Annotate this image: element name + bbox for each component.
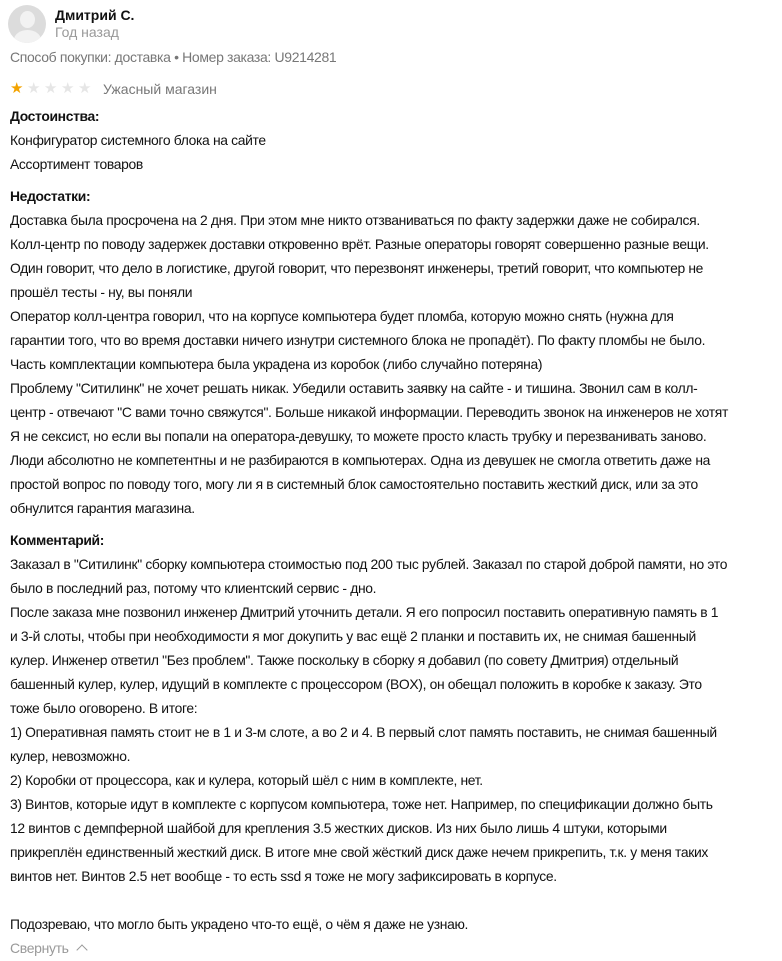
spacer: [10, 176, 782, 184]
chevron-up-icon: [76, 944, 87, 955]
cons-section: [10, 208, 782, 520]
cons-line: Часть комплектации компьютера была украдена из коробок (либо случайно потеряна): [10, 356, 543, 372]
spacer: [10, 520, 782, 528]
star-empty-icon: ★: [78, 80, 92, 97]
comment-line: 12 винтов с демпферной шайбой для крепления 3.5 жестких дисков. Из них было лишь 4 штуки, которыми: [10, 820, 667, 836]
collapse-label[interactable]: Свернуть: [10, 940, 69, 956]
comment-line: 2) Коробки от процессора, как и кулера, который шёл с ним в комплекте, нет.: [10, 772, 483, 788]
comment-line: было в последний раз, потому что клиентский сервис - дно.: [10, 580, 377, 596]
comment-final-line: Подозреваю, что могло быть украдено что-то ещё, о чём я даже не узнаю.: [10, 916, 469, 932]
cons-line: Колл-центр по поводу задержек доставки откровенно врёт. Разные операторы говорят совершенно разные вещи.: [10, 236, 709, 252]
author-name[interactable]: Дмитрий С.: [55, 7, 135, 23]
cons-line: центр - отвечают "С вами точно свяжутся". Больше никакой информации. Переводить звонок на инженеров не хотят: [10, 404, 728, 420]
comment-line: кулер, невозможно.: [10, 748, 131, 764]
avatar-body-shape: [14, 30, 41, 43]
rating-label: Ужасный магазин: [103, 81, 217, 97]
pros-line: Конфигуратор системного блока на сайте: [10, 132, 266, 148]
cons-title: Недостатки:: [10, 188, 91, 204]
comment-line: башенный кулер, кулер, идущий в комплекте с процессором (BOX), он обещал положить в коробке к заказу. Это: [10, 676, 702, 692]
comment-line: Заказал в "Ситилинк" сборку компьютера стоимостью под 200 тыс рублей. Заказал по старой доброй памяти, но это: [10, 556, 728, 572]
cons-line: Доставка была просрочена на 2 дня. При этом мне никто отзваниваться по факту задержки даже не собирался.: [10, 212, 700, 228]
collapse-button[interactable]: [10, 936, 782, 960]
comment-title: Комментарий:: [10, 532, 105, 548]
comment-line: тоже было оговорено. В итоге:: [10, 700, 198, 716]
rating: [10, 81, 217, 97]
comment-line: После заказа мне позвонил инженер Дмитрий уточнить детали. Я его попросил поставить оперативную память в 1: [10, 604, 719, 620]
pros-title: Достоинства:: [10, 108, 100, 124]
comment-line: 1) Оперативная память стоит не в 1 и 3-м слоте, а во 2 и 4. В первый слот память поставить, не снимая башенный: [10, 724, 717, 740]
spacer: [10, 888, 782, 912]
comment-line: 3) Винтов, которые идут в комплекте с корпусом компьютера, тоже нет. Например, по спецификации должно быть: [10, 796, 713, 812]
review-header: [8, 5, 46, 45]
review-time: Год назад: [55, 24, 119, 40]
avatar[interactable]: [8, 5, 46, 43]
avatar-head-shape: [20, 11, 35, 28]
star-filled-icon: ★: [10, 80, 24, 97]
pros-line: Ассортимент товаров: [10, 156, 143, 172]
cons-line: Люди абсолютно не компетентны и не разбираются в компьютерах. Одна из девушек не смогла ответить даже на: [10, 452, 711, 468]
star-empty-icon: ★: [61, 80, 75, 97]
cons-line: обнулится гарантия магазина.: [10, 500, 195, 516]
comment-line: прикреплён единственный жесткий диск. В итоге мне свой жёсткий диск даже нечем прикрепить, т.к. у меня таких: [10, 844, 708, 860]
cons-line: простой вопрос по поводу того, могу ли я в системный блок самостоятельно поставить жесткий диск, или за это: [10, 476, 698, 492]
star-empty-icon: ★: [27, 80, 41, 97]
cons-line: Оператор колл-центра говорил, что на корпусе компьютера будет пломба, которую можно снять (нужна для: [10, 308, 674, 324]
pros-section: [10, 128, 782, 176]
purchase-meta: Способ покупки: доставка • Номер заказа: U9214281: [10, 49, 337, 65]
cons-line: Проблему "Ситилинк" не хочет решать никак. Убедили оставить заявку на сайте - и тишина. Звонил сам в колл-: [10, 380, 698, 396]
cons-line: прошёл тесты - ну, вы поняли: [10, 284, 193, 300]
cons-line: гарантии того, что во время доставки ничего изнутри системного блока не пропадёт). По факту пломбы не было.: [10, 332, 706, 348]
comment-line: кулер. Инженер ответил "Без проблем". Также поскольку в сборку я добавил (по совету Дмитрия) отдельный: [10, 652, 679, 668]
cons-line: Я не сексист, но если вы попали на оператора-девушку, то можете просто класть трубку и перезванивать заново.: [10, 428, 707, 444]
cons-line: Один говорит, что дело в логистике, другой говорит, что перезвонят инженеры, третий говорит, что компьютер не: [10, 260, 704, 276]
star-empty-icon: ★: [44, 80, 58, 97]
review-body: [10, 104, 782, 960]
comment-line: и 3-й слоты, чтобы при необходимости я мог докупить у вас ещё 2 планки и поставить их, не снимая башенный: [10, 628, 696, 644]
comment-section: [10, 552, 782, 888]
comment-line: винтов нет. Винтов 2.5 нет вообще - то есть ssd я тоже не могу зафиксировать в корпусе.: [10, 868, 557, 884]
